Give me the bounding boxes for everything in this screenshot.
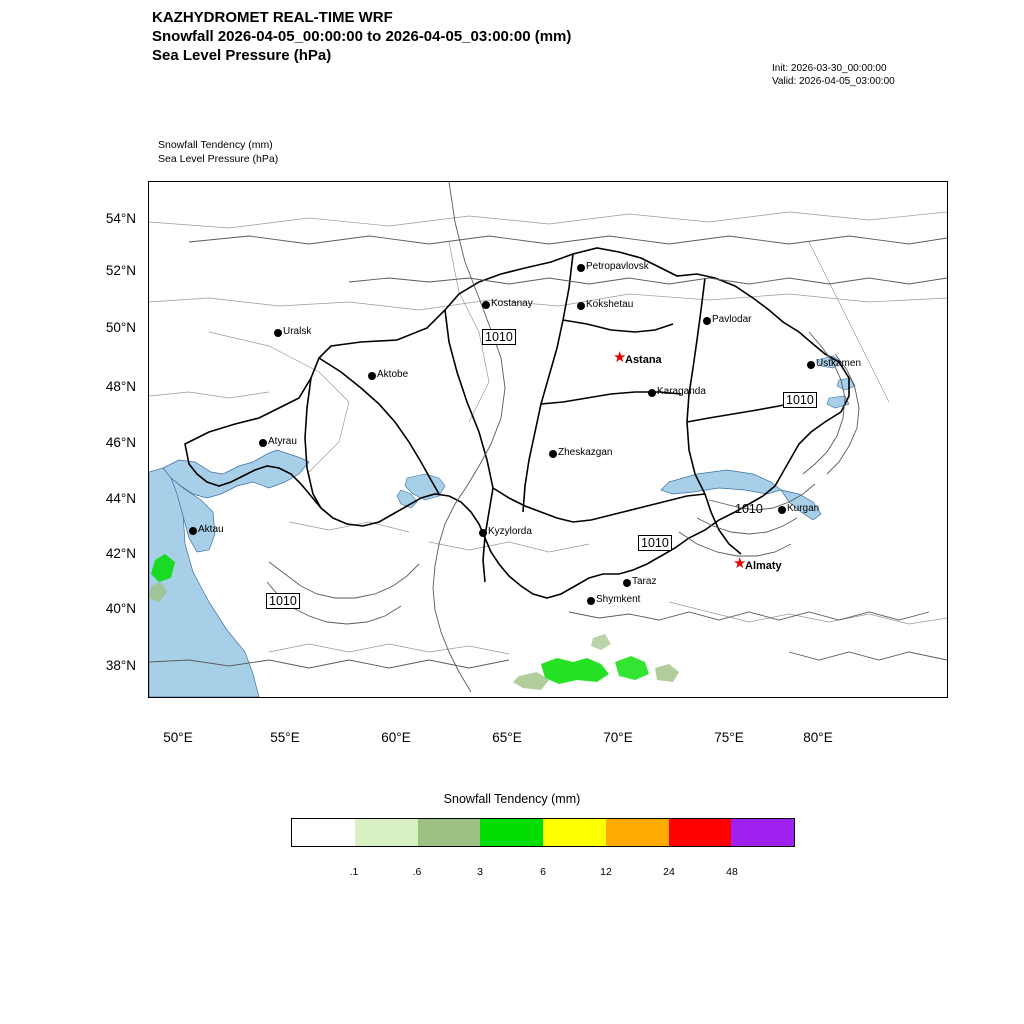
colorbar-swatch	[731, 819, 794, 846]
x-axis-label: 55°E	[270, 730, 300, 745]
city-dot	[189, 527, 197, 535]
colorbar-tick: .1	[349, 866, 359, 878]
title-block	[152, 8, 571, 65]
pressure-label: 1010	[735, 502, 763, 516]
city-label: Ustkamen	[816, 358, 862, 369]
pressure-label: 1010	[482, 329, 516, 345]
city-dot	[259, 439, 267, 447]
city-label: Zheskazgan	[558, 447, 613, 458]
colorbar	[291, 818, 795, 847]
title-line-3: Sea Level Pressure (hPa)	[152, 47, 332, 64]
city-dot	[623, 579, 631, 587]
star-icon: ★	[613, 349, 627, 366]
colorbar-swatch	[418, 819, 481, 846]
colorbar-tick: .6	[412, 866, 422, 878]
subtitle-snowfall: Snowfall Tendency (mm)	[158, 139, 273, 151]
init-time: Init: 2026-03-30_00:00:00	[772, 63, 887, 74]
city-label: Karaganda	[657, 386, 706, 397]
pressure-label: 1010	[783, 392, 817, 408]
city-label: Kostanay	[491, 298, 533, 309]
city-label: Aktau	[198, 524, 224, 535]
map-canvas[interactable]	[148, 181, 948, 698]
pressure-label: 1010	[266, 593, 300, 609]
colorbar-title: Snowfall Tendency (mm)	[443, 792, 581, 806]
y-axis-label: 48°N	[105, 379, 136, 394]
x-axis-label: 60°E	[381, 730, 411, 745]
colorbar-tick: 3	[477, 866, 483, 878]
city-dot	[587, 597, 595, 605]
city-dot	[482, 301, 490, 309]
city-dot	[577, 264, 585, 272]
city-label: Pavlodar	[712, 314, 752, 325]
capital-label: Almaty	[745, 560, 782, 572]
y-axis-label: 44°N	[105, 491, 136, 506]
y-axis-label: 54°N	[105, 211, 136, 226]
y-axis-label: 42°N	[105, 546, 136, 561]
x-axis-label: 80°E	[803, 730, 833, 745]
city-label: Shymkent	[596, 594, 641, 605]
capital-label: Astana	[625, 354, 662, 366]
colorbar-tick: 48	[726, 866, 738, 878]
title-line-1: KAZHYDROMET REAL-TIME WRF	[152, 9, 393, 26]
subtitle-pressure: Sea Level Pressure (hPa)	[158, 153, 279, 165]
city-dot	[577, 302, 585, 310]
y-axis-label: 52°N	[105, 263, 136, 278]
colorbar-tick: 6	[540, 866, 546, 878]
city-label: Taraz	[632, 576, 657, 587]
title-line-2: Snowfall 2026-04-05_00:00:00 to 2026-04-05_03:00:00 (mm)	[152, 28, 572, 45]
city-dot	[807, 361, 815, 369]
city-label: Aktobe	[377, 369, 409, 380]
city-label: Kurgan	[787, 503, 820, 514]
city-label: Kyzylorda	[488, 526, 532, 537]
x-axis-label: 70°E	[603, 730, 633, 745]
x-axis-label: 75°E	[714, 730, 744, 745]
city-dot	[368, 372, 376, 380]
valid-time: Valid: 2026-04-05_03:00:00	[772, 76, 895, 87]
city-dot	[274, 329, 282, 337]
colorbar-swatch	[355, 819, 418, 846]
city-dot	[549, 450, 557, 458]
y-axis-label: 38°N	[105, 658, 136, 673]
city-dot	[479, 529, 487, 537]
city-label: Atyrau	[268, 436, 297, 447]
init-valid-block	[772, 62, 895, 88]
colorbar-ticks	[291, 866, 795, 882]
colorbar-swatch	[292, 819, 355, 846]
city-label: Uralsk	[283, 326, 312, 337]
field-subtitle	[158, 138, 278, 166]
pressure-label: 1010	[638, 535, 672, 551]
x-axis-label: 65°E	[492, 730, 522, 745]
colorbar-swatch	[480, 819, 543, 846]
city-dot	[703, 317, 711, 325]
colorbar-swatch	[543, 819, 606, 846]
city-label: Petropavlovsk	[586, 261, 649, 272]
city-label: Kokshetau	[586, 299, 634, 310]
colorbar-tick: 24	[663, 866, 675, 878]
star-icon: ★	[733, 555, 747, 572]
colorbar-swatch	[606, 819, 669, 846]
colorbar-tick: 12	[600, 866, 612, 878]
y-axis-label: 40°N	[105, 601, 136, 616]
y-axis-label: 46°N	[105, 435, 136, 450]
colorbar-swatch	[669, 819, 732, 846]
x-axis-label: 50°E	[163, 730, 193, 745]
y-axis-label: 50°N	[105, 320, 136, 335]
city-dot	[648, 389, 656, 397]
city-dot	[778, 506, 786, 514]
